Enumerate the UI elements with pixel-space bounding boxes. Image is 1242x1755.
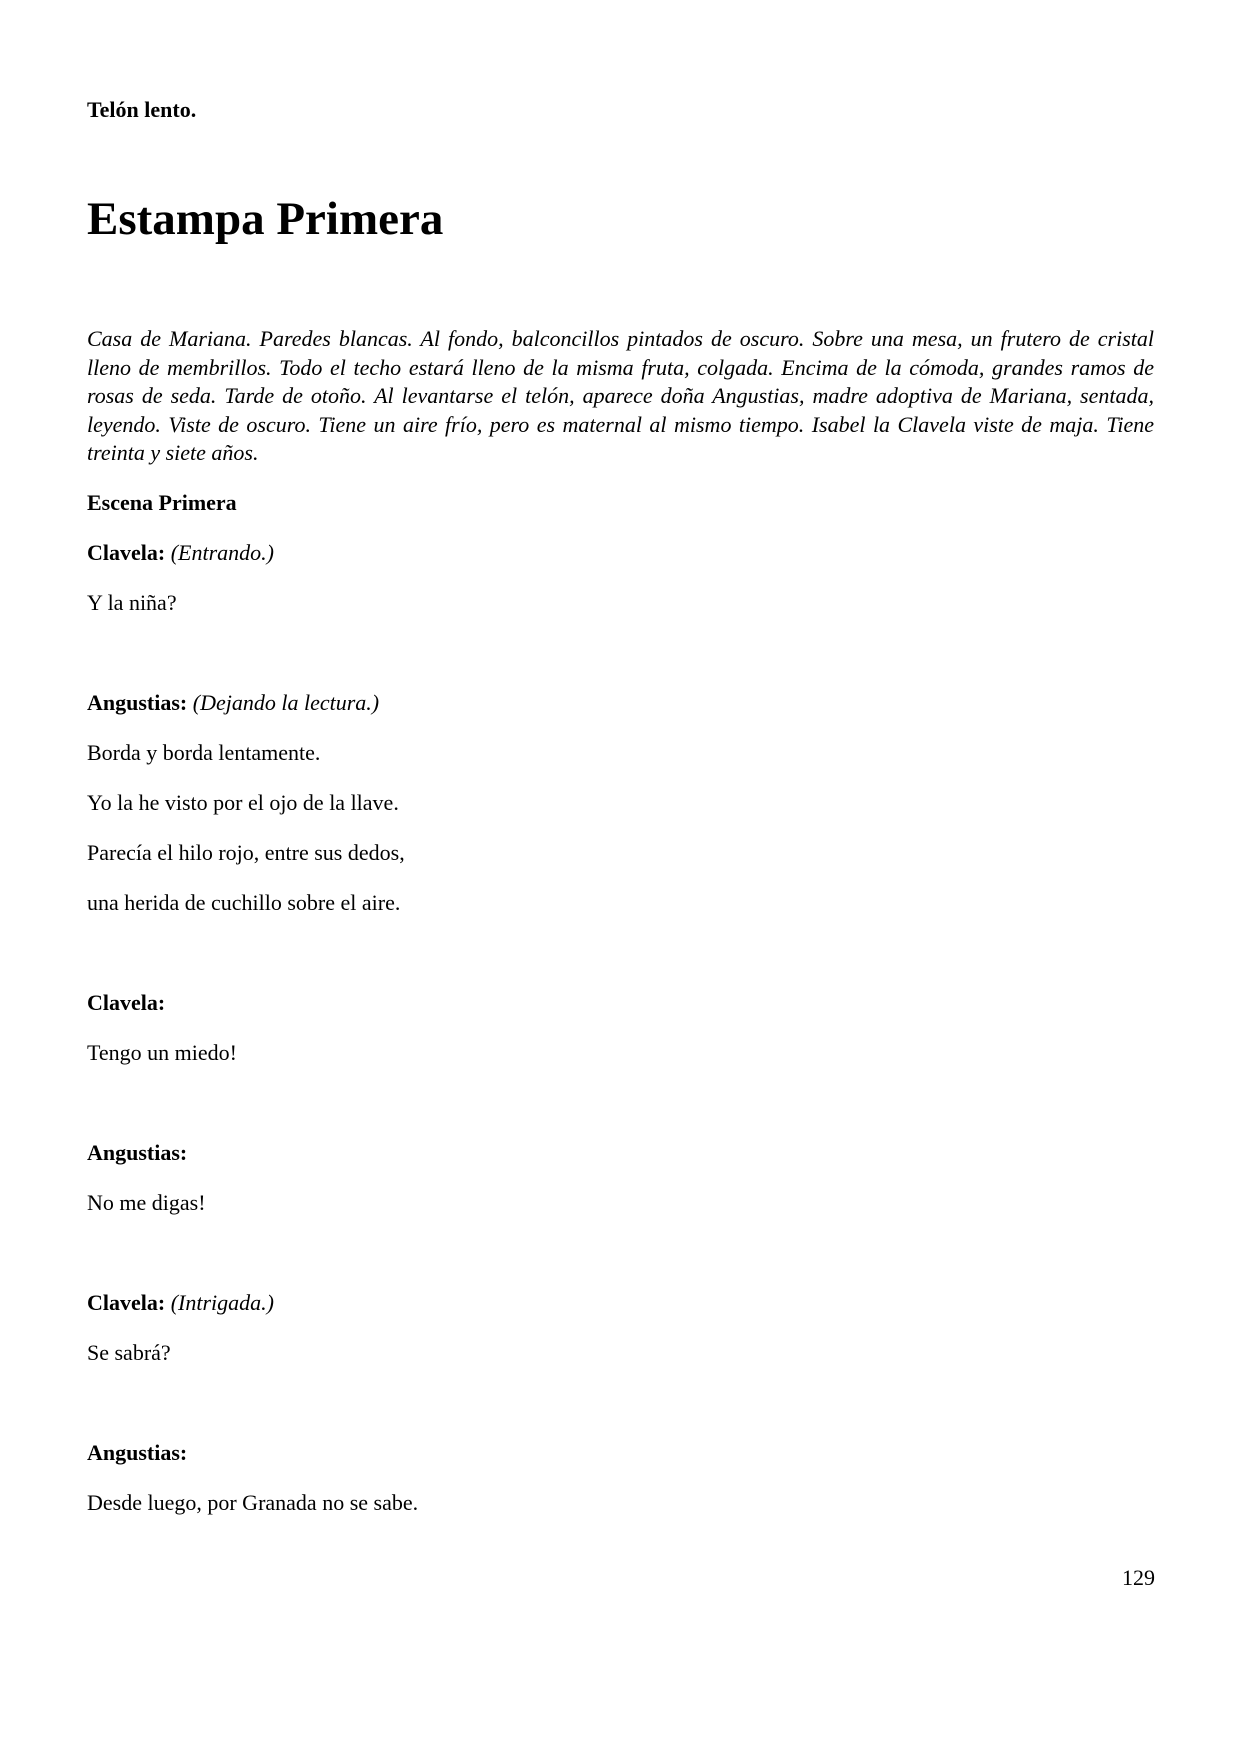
curtain-note: Telón lento.	[87, 97, 197, 122]
speaker-name: Angustias:	[87, 1440, 188, 1465]
page-title: Estampa Primera	[87, 193, 444, 245]
speaker-name: Clavela:	[87, 990, 166, 1015]
speaker-name: Clavela:	[87, 540, 166, 565]
dialogue-line: Parecía el hilo rojo, entre sus dedos,	[87, 840, 405, 865]
speaker-name: Angustias:	[87, 1140, 188, 1165]
stage-direction: Casa de Mariana. Paredes blancas. Al fondo, balconcillos pintados de oscuro. Sobre una mesa, un frutero de cristal lleno de membrillos. Todo el techo estará lleno de la misma fruta, colgada. Encima de la cómoda, grandes ramos de rosas de seda. Tarde de otoño. Al levantarse el telón, aparece doña Angustias, madre adoptiva de Mariana, sentada, leyendo. Viste de oscuro. Tiene un aire frío, pero es maternal al mismo tiempo. Isabel la Clavela viste de maja. Tiene treinta y siete años.	[87, 326, 1154, 465]
speaker-name: Angustias:	[87, 690, 188, 715]
page-number: 129	[1122, 1565, 1155, 1590]
dialogue-line: Tengo un miedo!	[87, 1040, 237, 1065]
speaker-line	[87, 1290, 274, 1316]
speaker-line	[87, 540, 274, 566]
speaker-line	[87, 690, 379, 716]
scene-heading: Escena Primera	[87, 490, 237, 515]
speaker-name: Clavela:	[87, 1290, 166, 1315]
stage-note: (Dejando la lectura.)	[192, 690, 380, 715]
dialogue-line: Se sabrá?	[87, 1340, 171, 1365]
stage-note: (Intrigada.)	[170, 1290, 274, 1315]
speaker-line	[87, 990, 165, 1016]
dialogue-line: Yo la he visto por el ojo de la llave.	[87, 790, 399, 815]
dialogue-line: Borda y borda lentamente.	[87, 740, 321, 765]
dialogue-line: una herida de cuchillo sobre el aire.	[87, 890, 401, 915]
speaker-line	[87, 1140, 187, 1166]
speaker-line	[87, 1440, 187, 1466]
dialogue-line: No me digas!	[87, 1190, 206, 1215]
dialogue-line: Desde luego, por Granada no se sabe.	[87, 1490, 419, 1515]
dialogue-line: Y la niña?	[87, 590, 177, 615]
stage-note: (Entrando.)	[170, 540, 274, 565]
